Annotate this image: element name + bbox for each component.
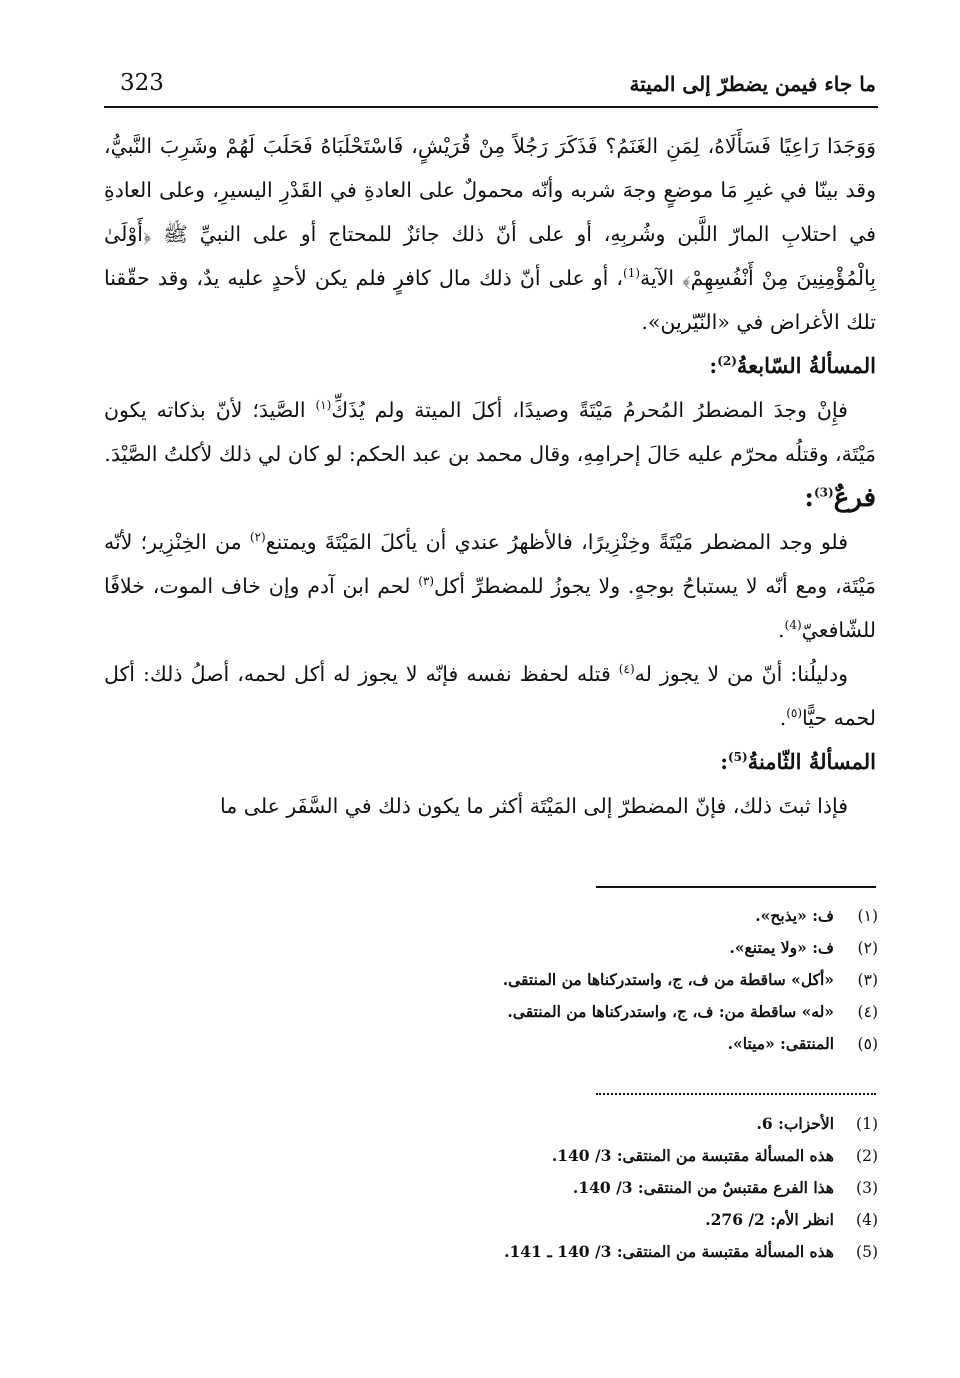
footnote-ref: (4) [784, 618, 802, 633]
footnote-text: هذه المسألة مقتبسة من المنتقى: 3/ 140. [551, 1146, 834, 1165]
footnote-item [380, 900, 878, 932]
footnote-item [380, 1028, 878, 1060]
paragraph-3-text-b: من الخِنْزِير؛ لأنّه مَيْتَة، ومع أنّه لا يستباحُ بوجهٍ. ولا يجوزُ للمضطرِّ أكل [104, 530, 876, 598]
footnote-mark: (٥) [857, 1035, 878, 1053]
footnote-text: المنتقى: «ميتا». [727, 1034, 834, 1053]
paragraph-1-tail: ، أو على أنّ ذلك مال كافرٍ فلم يكن لأحدٍ عليه يدٌ، وقد حقّقنا تلك الأغراض في «النّيّرين». [104, 266, 876, 334]
footnote-item [380, 1236, 878, 1268]
footnote-item [380, 996, 878, 1028]
paragraph-1-text: وَوَجَدَا رَاعِيًا فَسَأَلَاهُ، لِمَنِ الغَنَمُ؟ فَذَكَرَ رَجُلاً مِنْ قُرَيْشٍ، فَاسْتَحْلَبَاهُ فَحَلَبَ لَهُمْ وشَرِبَ النَّبيُّ، وقد بينّا في غيرِ مَا موضعٍ وجهَ شربه وأنّه محمولٌ على العادةِ في القَدْرِ اليسيرِ، وعلى العادةِ في احتلابِ المارّ اللَّبن وشُربِهِ، أو على أنّ ذلك جائزٌ للمحتاج أو على النبيِّ ﷺ ﴿أَوْلَىٰ بِالْمُؤْمِنِينَ مِنْ أَنْفُسِهِمْ﴾ الآية [104, 134, 876, 290]
paragraph-4-text-b: قتله لحفظ نفسه فإنّه لا يجوز له أكل لحمه، أصلُ ذلك: أكل لحمه حيًّا [104, 662, 876, 730]
footnote-text: الأحزاب: 6. [756, 1114, 834, 1133]
subsection-heading-branch: فرعٌ$^{(3)}$: [804, 483, 876, 513]
footnote-ref: (٥) [786, 706, 803, 721]
section-heading-seventh: المسألةُ السّابعةُ$^{(2)}$: [709, 353, 876, 378]
paragraph-2 [104, 388, 876, 476]
heading-text: المسألةُ السّابعةُ [736, 353, 876, 378]
footnote-item [380, 1172, 878, 1204]
footnote-text: «له» ساقطة من: ف، ج، واستدركناها من المنتقى. [507, 1002, 834, 1021]
paragraph-3-text-c: لحم ابن آدم وإن خاف الموت، خلافًا للشّافعيّ [104, 574, 876, 642]
paragraph-4-text-a: ودليلُنا: أنّ من لا يجوز له [634, 662, 848, 686]
footnote-mark: (1) [856, 1115, 878, 1133]
footnote-ref: (١) [315, 398, 332, 413]
paragraph-2-text-a: فإِنْ وجدَ المضطرُ المُحرمُ مَيْتَةً وصيدًا، أكلَ الميتة ولم يُذَكِّ [331, 398, 848, 422]
footnote-mark: (٢) [857, 939, 878, 957]
editor-footnotes [380, 900, 878, 1060]
heading-text: فرعٌ [833, 483, 876, 513]
footnote-ref: (٣) [418, 574, 435, 589]
header-rule [104, 106, 878, 108]
footnote-mark: (5) [856, 1243, 878, 1261]
footnote-ref: (5) [727, 750, 748, 764]
footnote-text: «أكل» ساقطة من ف، ج، واستدركناها من المنتقى. [502, 970, 834, 989]
running-head: ما جاء فيمن يضطرّ إلى الميتة [629, 72, 876, 96]
paragraph-4: ودليلُنا: أنّ من لا يجوز له$^{(٤)}$ قتله لحفظ نفسه فإنّه لا يجوز له أكل لحمه، أصلُ ذلك: أكل لحمه حيًّا$^{(٥)}$. [104, 662, 876, 730]
footnote-ref: (٢) [249, 530, 266, 545]
paragraph-3-text-a: فلو وجد المضطر مَيْتَةً وخِنْزِيرًا، فالأظهرُ عندي أن يأكلَ المَيْتَةَ ويمتنع [265, 530, 849, 554]
footnote-rule [596, 886, 876, 888]
footnote-dotted-rule [596, 1093, 876, 1095]
paragraph-5-text: فإذا ثبتَ ذلك، فإنّ المضطرّ إلى المَيْتَة أكثر ما يكون ذلك في السَّفَر على ما [219, 794, 848, 818]
footnote-mark: (٤) [857, 1003, 878, 1021]
footnote-text: ف: «ولا يمتنع». [729, 938, 834, 957]
footnote-item [380, 1108, 878, 1140]
footnote-mark: (١) [857, 907, 878, 925]
footnote-mark: (4) [856, 1211, 878, 1229]
footnote-ref: (3) [813, 485, 834, 500]
main-text [104, 124, 876, 828]
paragraph-2-text-b: الصَّيدَ؛ لأنّ بذكاته يكون مَيْتَة، وقتلُه محرّم عليه حَالَ إحرامِهِ، وقال محمد بن عبد الحكم: لو كان لي ذلك لأكلتُ الصَّيْدَ. [104, 398, 876, 466]
footnote-text: هذه المسألة مقتبسة من المنتقى: 3/ 140 ـ 141. [504, 1242, 834, 1261]
footnote-text: انظر الأم: 2/ 276. [705, 1210, 834, 1229]
paragraph-3: فلو وجد المضطر مَيْتَةً وخِنْزِيرًا، فالأظهرُ عندي أن يأكلَ المَيْتَةَ ويمتنع$^{(٢)}$ من الخِنْزِير؛ لأنّه مَيْتَة، ومع أنّه لا يستباحُ بوجهٍ. ولا يجوزُ للمضطرِّ أكل$^{(٣)}$ لحم ابن آدم وإن خاف الموت، خلافًا للشّافعيّ$^{(4)}$. [104, 530, 876, 642]
paragraph-1 [104, 124, 876, 344]
footnote-text: ف: «يذبح». [755, 906, 834, 925]
footnote-item [380, 932, 878, 964]
footnote-mark: (3) [856, 1179, 878, 1197]
footnote-item [380, 964, 878, 996]
source-footnotes [380, 1108, 878, 1268]
footnote-ref: (2) [717, 354, 737, 368]
footnote-item [380, 1204, 878, 1236]
paragraph-5 [104, 784, 876, 828]
section-heading-eighth: المسألةُ الثّامنةُ$^{(5)}$: [720, 749, 876, 774]
footnote-item [380, 1140, 878, 1172]
page-number: 323 [120, 70, 164, 96]
footnote-text: هذا الفرع مقتبسٌ من المنتقى: 3/ 140. [572, 1178, 834, 1197]
footnote-ref: (1) [623, 266, 641, 281]
footnote-ref: (٤) [618, 662, 635, 677]
heading-text: المسألةُ الثّامنةُ [747, 749, 876, 774]
footnote-mark: (2) [856, 1147, 878, 1165]
footnote-mark: (٣) [857, 971, 878, 989]
